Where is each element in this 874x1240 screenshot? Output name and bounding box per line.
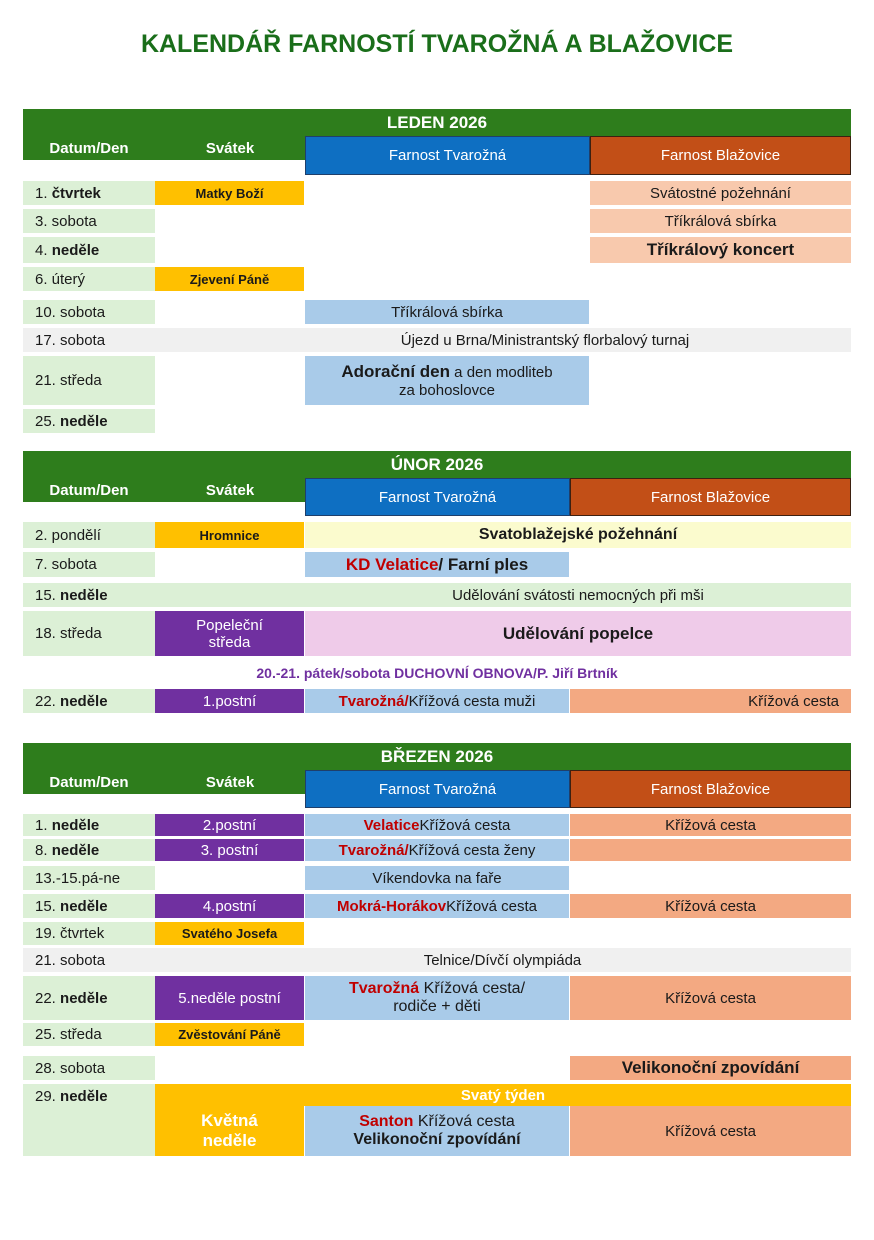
date-cell: 15. neděle: [23, 894, 155, 918]
retreat-event: 20.-21. pátek/sobota DUCHOVNÍ OBNOVA/P. Jiří Brtník: [256, 665, 618, 681]
date-cell: 1. čtvrtek: [23, 181, 155, 205]
tvarozna-event: Mokrá-Horákov Křížová cesta: [305, 894, 569, 918]
header-datum: Datum/Den: [49, 773, 129, 791]
date-cell: 3. sobota: [23, 209, 155, 233]
tvarozna-event: Tvarožná/ Křížová cesta muži: [305, 689, 569, 713]
joint-event: Telnice/Dívčí olympiáda: [423, 951, 582, 969]
blazovice-event-empty: [570, 839, 851, 861]
feast-cell: Zvěstování Páně: [155, 1023, 304, 1046]
header-farnost-blazovice: Farnost Blažovice: [570, 770, 851, 808]
header-svatek: Svátek: [205, 481, 255, 499]
feast-cell: Hromnice: [155, 522, 304, 548]
tvarozna-event: Santon Křížová cesta Velikonoční zpovídání: [305, 1106, 569, 1156]
date-cell: 29. neděle: [35, 1087, 108, 1105]
blazovice-event: Křížová cesta: [570, 894, 851, 918]
header-farnost-tvarozna: Farnost Tvarožná: [305, 770, 570, 808]
joint-event: Udělování popelce: [305, 611, 851, 656]
date-cell: 17. sobota: [35, 331, 106, 349]
blazovice-event: Tříkrálový koncert: [590, 237, 851, 263]
tvarozna-event: Velatice Křížová cesta: [305, 814, 569, 836]
date-cell: 8. neděle: [23, 839, 155, 861]
date-cell: 7. sobota: [23, 552, 155, 577]
date-cell: 28. sobota: [23, 1056, 155, 1080]
feast-cell: Popeleční středa: [155, 611, 304, 656]
header-datum: Datum/Den: [49, 139, 129, 157]
feast-cell: 2.postní: [155, 814, 304, 836]
tvarozna-event: Tvarožná/ Křížová cesta ženy: [305, 839, 569, 861]
date-cell: 2. pondělí: [23, 522, 155, 548]
header-svatek: Svátek: [205, 773, 255, 791]
tvarozna-event: Tvarožná Křížová cesta/ rodiče + děti: [305, 976, 569, 1020]
date-cell: 13.-15.pá-ne: [23, 866, 155, 890]
header-farnost-blazovice: Farnost Blažovice: [570, 478, 851, 516]
date-cell: 21. středa: [23, 356, 155, 405]
blazovice-event: Velikonoční zpovídání: [570, 1056, 851, 1080]
blazovice-event: Křížová cesta: [570, 814, 851, 836]
feast-cell: 5.neděle postní: [155, 976, 304, 1020]
date-cell: 10. sobota: [23, 300, 155, 324]
date-cell: 18. středa: [23, 611, 155, 656]
header-svatek: Svátek: [205, 139, 255, 157]
joint-event: Svatoblažejské požehnání: [305, 522, 851, 548]
date-cell: 4. neděle: [23, 237, 155, 263]
holy-week-banner: Svatý týden: [155, 1084, 851, 1106]
blazovice-event: Křížová cesta: [570, 1106, 851, 1156]
tvarozna-event: Víkendovka na faře: [305, 866, 569, 890]
tvarozna-event: Tříkrálová sbírka: [305, 300, 589, 324]
feast-cell: 1.postní: [155, 689, 304, 713]
blazovice-event: Křížová cesta: [570, 689, 851, 713]
month-header-unor: ÚNOR 2026: [23, 451, 851, 478]
date-cell: 25. neděle: [23, 409, 155, 433]
feast-cell: Svatého Josefa: [155, 922, 304, 945]
joint-event: Udělování svátosti nemocných při mši: [452, 586, 704, 604]
date-cell: 1. neděle: [23, 814, 155, 836]
feast-cell: Květná neděle: [155, 1106, 304, 1156]
blazovice-event: Tříkrálová sbírka: [590, 209, 851, 233]
date-cell: 19. čtvrtek: [23, 922, 155, 945]
month-header-brezen: BŘEZEN 2026: [23, 743, 851, 770]
header-farnost-tvarozna: Farnost Tvarožná: [305, 478, 570, 516]
date-cell: 22. neděle: [23, 976, 155, 1020]
blazovice-event: Křížová cesta: [570, 976, 851, 1020]
header-farnost-tvarozna: Farnost Tvarožná: [305, 136, 590, 175]
date-cell: 25. středa: [23, 1023, 155, 1046]
date-cell: 6. úterý: [23, 267, 155, 291]
feast-cell: 3. postní: [155, 839, 304, 861]
month-header-leden: LEDEN 2026: [23, 109, 851, 136]
tvarozna-event: KD Velatice / Farní ples: [305, 552, 569, 577]
page-title: KALENDÁŘ FARNOSTÍ TVAROŽNÁ A BLAŽOVICE: [140, 30, 734, 58]
date-cell: 22. neděle: [23, 689, 155, 713]
feast-cell: 4.postní: [155, 894, 304, 918]
header-farnost-blazovice: Farnost Blažovice: [590, 136, 851, 175]
date-cell: 15. neděle: [35, 586, 108, 604]
blazovice-event: Svátostné požehnání: [590, 181, 851, 205]
header-datum: Datum/Den: [49, 481, 129, 499]
date-cell: 21. sobota: [35, 951, 106, 969]
tvarozna-event: Adorační den a den modliteb za bohoslovce: [305, 356, 589, 405]
feast-cell: Zjevení Páně: [155, 267, 304, 291]
joint-event: Újezd u Brna/Ministrantský florbalový turnaj: [400, 331, 690, 349]
feast-cell: Matky Boží: [155, 181, 304, 205]
